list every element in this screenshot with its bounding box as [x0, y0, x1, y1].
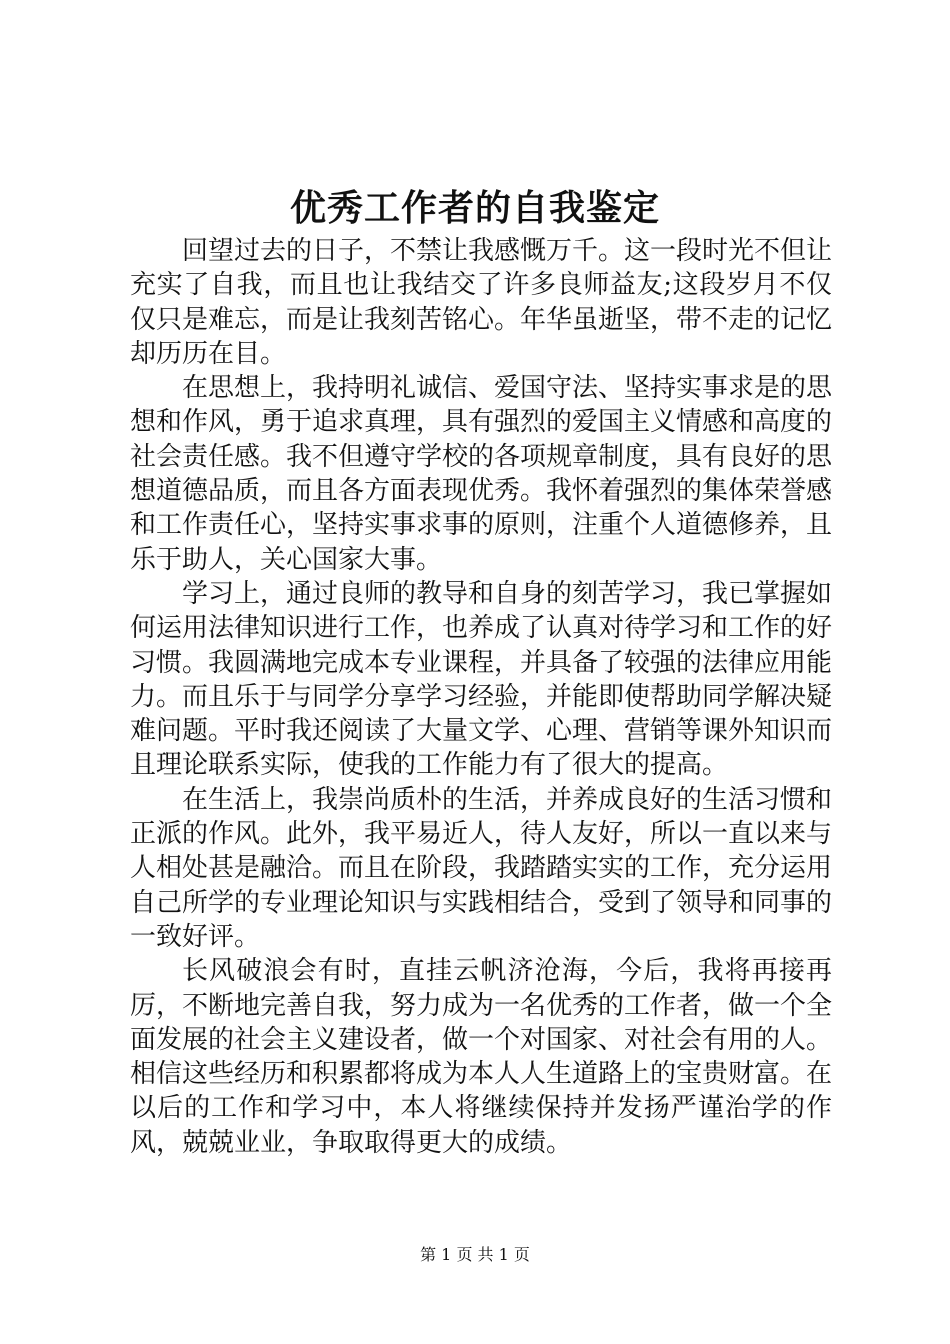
paragraph-2: 在思想上，我持明礼诚信、爱国守法、坚持实事求是的思想和作风，勇于追求真理，具有强烈的爱国主义情感和高度的社会责任感。我不但遵守学校的各项规章制度，具有良好的思想道德品质，而且各方面表现优秀。我怀着强烈的集体荣誉感和工作责任心，坚持实事求事的原则，注重个人道德修养，且乐于助人，关心国家大事。	[130, 373, 833, 575]
paragraph-3: 学习上，通过良师的教导和自身的刻苦学习，我已掌握如何运用法律知识进行工作，也养成了认真对待学习和工作的好习惯。我圆满地完成本专业课程，并具备了较强的法律应用能力。而且乐于与同学分享学习经验，并能即使帮助同学解决疑难问题。平时我还阅读了大量文学、心理、营销等课外知识而且理论联系实际，使我的工作能力有了很大的提高。	[130, 578, 833, 781]
paragraph-1: 回望过去的日子，不禁让我感慨万千。这一段时光不但让充实了自我，而且也让我结交了许多良师益友;这段岁月不仅仅只是难忘，而是让我刻苦铭心。年华虽逝坚，带不走的记忆却历历在目。	[130, 236, 833, 369]
document-title: 优秀工作者的自我鉴定	[289, 187, 660, 229]
document-body	[130, 234, 832, 1160]
paragraph-4: 在生活上，我崇尚质朴的生活，并养成良好的生活习惯和正派的作风。此外，我平易近人，待人友好，所以一直以来与人相处甚是融洽。而且在阶段，我踏踏实实的工作，充分运用自己所学的专业理论知识与实践相结合，受到了领导和同事的一致好评。	[130, 784, 833, 952]
page-footer: 第 1 页 共 1 页	[420, 1245, 530, 1264]
paragraph-5: 长风破浪会有时，直挂云帆济沧海，今后，我将再接再厉，不断地完善自我，努力成为一名优秀的工作者，做一个全面发展的社会主义建设者，做一个对国家、对社会有用的人。相信这些经历和积累都将成为本人人生道路上的宝贵财富。在以后的工作和学习中，本人将继续保持并发扬严谨治学的作风，兢兢业业，争取取得更大的成绩。	[130, 956, 833, 1158]
